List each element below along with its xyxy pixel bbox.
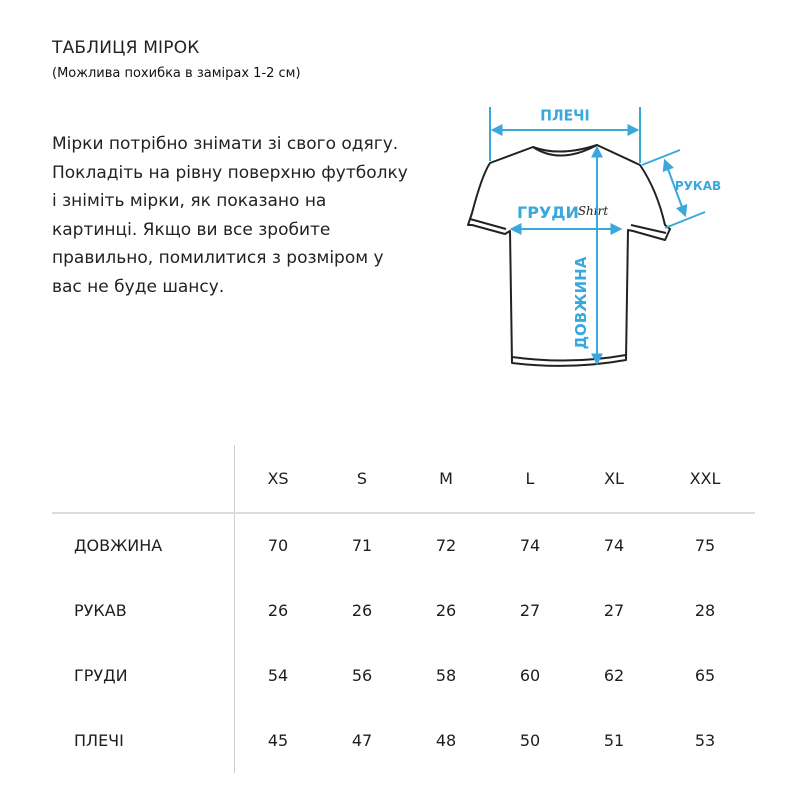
table-header-divider [52,512,755,514]
table-cell: 26 [435,601,457,620]
column-header-xl: XL [604,469,624,488]
shoulders-label: ПЛЕЧІ [540,106,590,125]
column-header-xs: XS [267,469,289,488]
table-cell: 50 [519,731,541,750]
table-cell: 60 [519,666,541,685]
column-header-m: M [439,469,453,488]
table-cell: 72 [435,536,457,555]
chest-label: ГРУДИ [517,203,579,222]
length-label: ДОВЖИНА [572,256,590,350]
table-cell: 45 [267,731,289,750]
column-header-l: L [525,469,535,488]
tshirt-measurement-diagram [460,95,740,380]
table-cell: 75 [694,536,716,555]
measurement-instructions: Мірки потрібно знімати зі свого одягу. Покладіть на рівну поверхню футболку і зніміть мірки, як показано на картинці. Якщо ви все зробите правильно, помилитися з розміром у вас не буде шансу. [52,134,408,297]
row-label-sleeve: РУКАВ [74,601,127,620]
column-header-s: S [356,469,368,488]
row-label-length: ДОВЖИНА [74,536,163,555]
brand-logo: Shirt [577,204,609,218]
table-cell: 65 [694,666,716,685]
table-cell: 53 [694,731,716,750]
table-cell: 58 [435,666,457,685]
table-cell: 56 [351,666,373,685]
tshirt-outline-icon [468,145,670,366]
row-label-chest: ГРУДИ [74,666,128,685]
table-cell: 28 [694,601,716,620]
table-cell: 51 [603,731,625,750]
table-cell: 71 [351,536,373,555]
page-title: ТАБЛИЦЯ МІРОК [52,38,200,58]
table-cell: 26 [267,601,289,620]
table-cell: 27 [519,601,541,620]
table-cell: 27 [603,601,625,620]
table-cell: 54 [267,666,289,685]
table-cell: 62 [603,666,625,685]
row-label-shoulders: ПЛЕЧІ [74,731,124,750]
table-cell: 74 [519,536,541,555]
sleeve-label: РУКАВ [674,179,722,193]
size-table [52,445,757,775]
table-column-divider [234,445,235,773]
column-header-xxl: XXL [689,469,721,488]
table-cell: 47 [351,731,373,750]
table-cell: 48 [435,731,457,750]
table-cell: 74 [603,536,625,555]
table-cell: 26 [351,601,373,620]
page-subtitle: (Можлива похибка в замірах 1-2 см) [52,66,301,81]
table-cell: 70 [267,536,289,555]
